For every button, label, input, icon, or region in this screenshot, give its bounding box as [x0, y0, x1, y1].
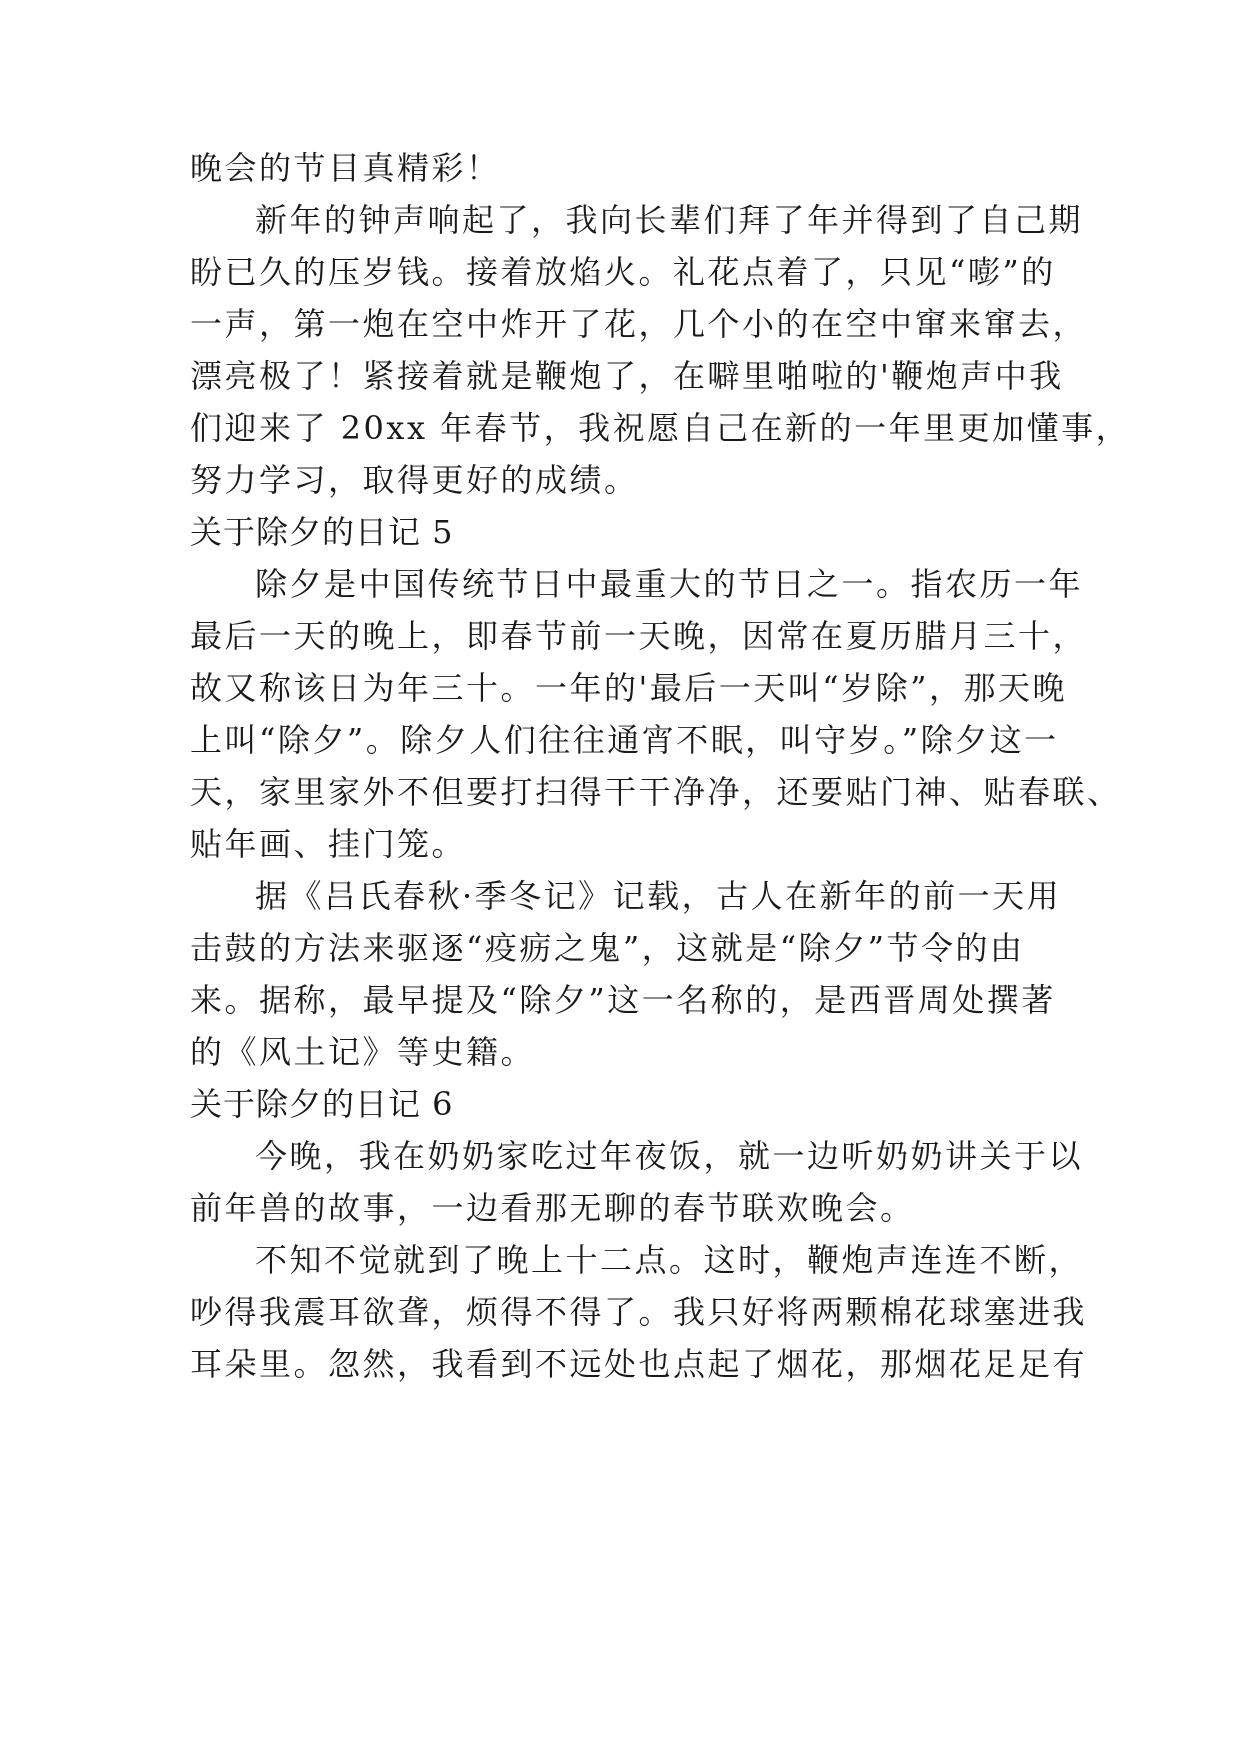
- text-line: 吵得我震耳欲聋，烦得不得了。我只好将两颗棉花球塞进我: [190, 1293, 1088, 1331]
- text-line: 晚会的节目真精彩！: [190, 149, 501, 187]
- text-line: 来。据称，最早提及“除夕”这一名称的，是西晋周处撰著: [190, 981, 1056, 1019]
- text-line: 贴年画、挂门笼。: [190, 825, 467, 863]
- text-line: 们迎来了 20xx 年春节，我祝愿自己在新的一年里更加懂事，: [190, 409, 1131, 447]
- text-line: 前年兽的故事，一边看那无聊的春节联欢晚会。: [190, 1189, 915, 1227]
- paragraph-start-line: 不知不觉就到了晚上十二点。这时，鞭炮声连连不断，: [255, 1241, 1084, 1279]
- text-line: 盼已久的压岁钱。接着放焰火。礼花点着了，只见“嘭”的: [190, 253, 1056, 291]
- text-line: 努力学习，取得更好的成绩。: [190, 461, 639, 499]
- paragraph-start-line: 据《吕氏春秋·季冬记》记载，古人在新年的前一天用: [255, 877, 1062, 915]
- text-line: 最后一天的晚上，即春节前一天晚，因常在夏历腊月三十，: [190, 617, 1088, 655]
- text-line: 天，家里家外不但要打扫得干干净净，还要贴门神、贴春联、: [190, 773, 1122, 811]
- text-line: 一声，第一炮在空中炸开了花，几个小的在空中窜来窜去，: [190, 305, 1088, 343]
- paragraph-start-line: 今晚，我在奶奶家吃过年夜饭，就一边听奶奶讲关于以: [255, 1137, 1084, 1175]
- text-line: 击鼓的方法来驱逐“疫疬之鬼”，这就是“除夕”节令的由: [190, 929, 1025, 967]
- text-line: 上叫“除夕”。除夕人们往往通宵不眠，叫守岁。”除夕这一: [190, 721, 1059, 759]
- text-line: 的《风土记》等史籍。: [190, 1033, 536, 1071]
- text-line: 故又称该日为年三十。一年的'最后一天叫“岁除”，那天晚: [190, 669, 1068, 707]
- text-line: 漂亮极了！紧接着就是鞭炮了，在噼里啪啦的'鞭炮声中我: [190, 357, 1064, 395]
- section-heading-diary-6: 关于除夕的日记 6: [190, 1085, 454, 1123]
- paragraph-start-line: 新年的钟声响起了，我向长辈们拜了年并得到了自己期: [255, 201, 1084, 239]
- paragraph-start-line: 除夕是中国传统节日中最重大的节日之一。指农历一年: [255, 565, 1084, 603]
- section-heading-diary-5: 关于除夕的日记 5: [190, 513, 454, 551]
- text-line: 耳朵里。忽然，我看到不远处也点起了烟花，那烟花足足有: [190, 1345, 1088, 1383]
